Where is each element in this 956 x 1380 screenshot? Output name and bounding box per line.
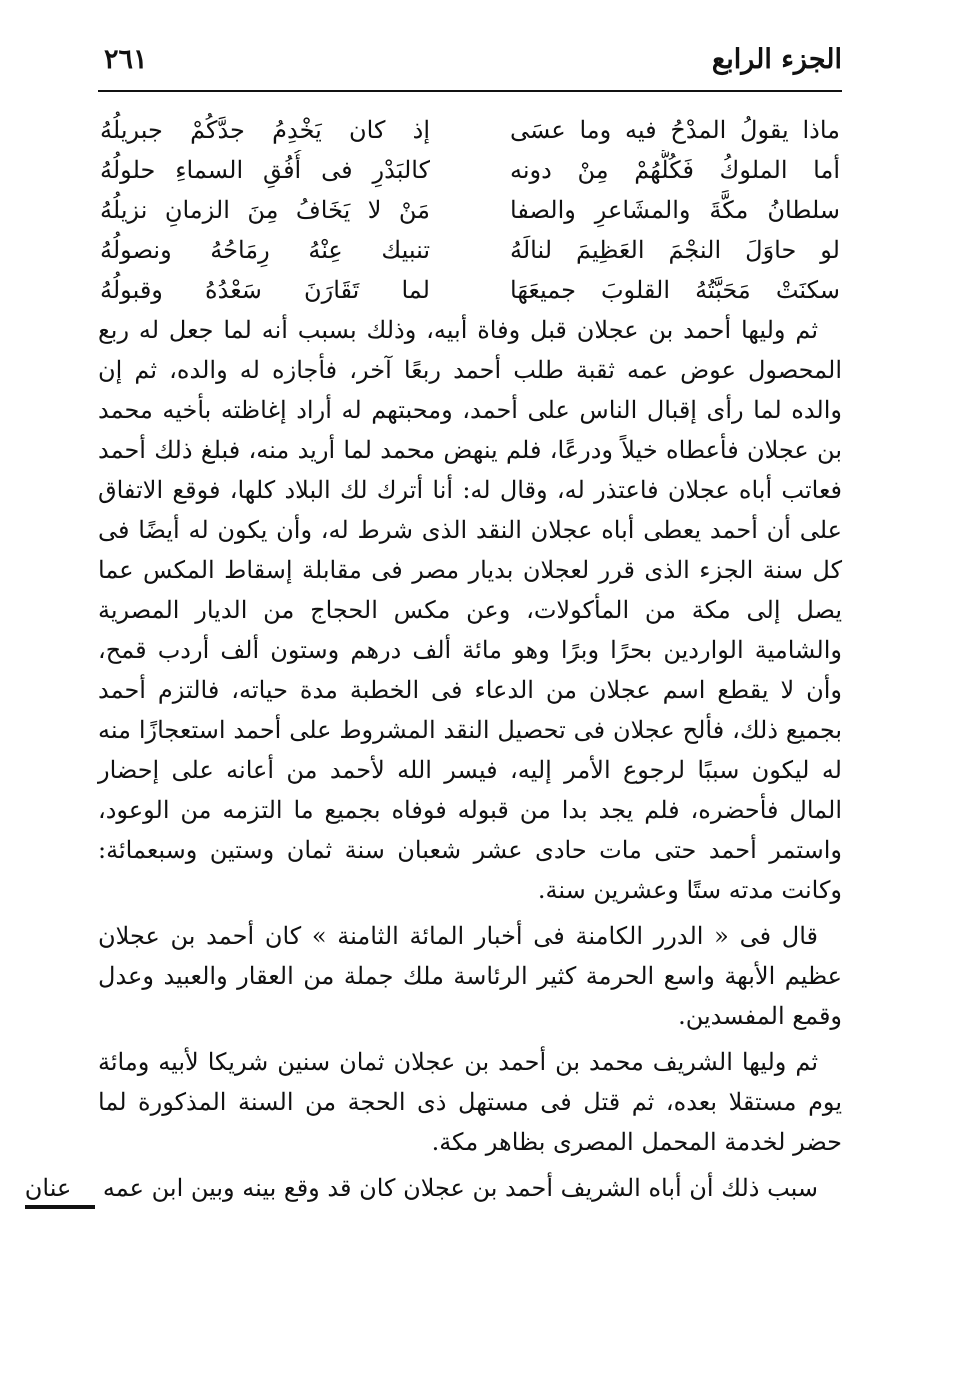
verse-second-hemistich: لما تَقَارَنَ سَعْدُهُ وقبولُهُ xyxy=(100,276,430,304)
verse-first-hemistich: سلطانُ مكَّةَ والمشَاعرِ والصفا xyxy=(510,196,840,224)
book-page xyxy=(24,40,842,1340)
body-paragraph: ثم وليها الشريف محمد بن أحمد بن عجلان ثمان سنين شريكا لأبيه ومائة يوم مستقلا بعده، ثم قتل فى مستهل ذى الحجة من السنة المذكورة لما حضر لخدمة المحمل المصرى بظاهر مكة. xyxy=(98,1048,842,1156)
poem-verse xyxy=(98,230,842,270)
verse-second-hemistich: كالبَدْرِ فى أُفُقِ السماءِ حلولُهُ xyxy=(100,156,430,184)
verse-first-hemistich: أما الملوكُ فَكُلُّهُمْ مِنْ دونه xyxy=(510,156,840,184)
page-number: ٢٦١ xyxy=(104,44,148,75)
poem-verse xyxy=(98,110,842,150)
body-paragraph: ثم وليها أحمد بن عجلان قبل وفاة أبيه، وذلك بسبب أنه لما جعل له ربع المحصول عوض عمه ثقبة طلب أحمد ربعًا آخر، فأجازه له والده، ثم إن والده لما رأى إقبال الناس على أحمد، ومحبتهم له أراد إغاظته بأخيه محمد بن عجلان فأعطاه خيلاً ودرعًا، فلم ينهض محمد لما أريد منه، فبلغ ذلك أحمد فعاتب أباه عجلان فاعتذر له، وقال له: أنا أترك لك البلاد كلها، فوقع الاتفاق على أن أحمد يعطى أباه عجلان النقد الذى شرط له، وأن يكون له أيضًا فى كل سنة الجزء الذى قرر لعجلان بديار مصر فى مقابلة إسقاط المكس عما يصل إلى مكة من المأكولات، وعن مكس الحجاج من الديار المصرية والشامية الواردين بحرًا وبرًا وهو مائة ألف درهم وستون ألف أردب قمح، وأن لا يقطع اسم عجلان من الدعاء فى الخطبة مدة حياته، فالتزم أحمد بجميع ذلك، فألح عجلان فى تحصيل النقد المشروط على أحمد استعجازًا منه له ليكون سببًا لرجوع الأمر إليه، فيسر الله لأحمد من أعانه على إحضار المال فأحضره، فلم يجد بدا من قبوله فوفاه بجميع ما التزمه من الوعود، واستمر أحمد حتى مات حادى عشر شعبان سنة ثمان وستين وسبعمائة: وكانت مدته ستًا وعشرين سنة. xyxy=(98,316,842,904)
verse-second-hemistich: مَنْ لا يَخَافُ مِنَ الزمانِ نزيلُهُ xyxy=(100,196,430,224)
poem-verse xyxy=(98,270,842,310)
running-head-title: الجزء الرابع xyxy=(711,44,842,75)
verse-first-hemistich: لو حاوَلَ النجْمَ العَظِيمَ لنالَهُ xyxy=(510,236,840,264)
body-paragraph: قال فى « الدرر الكامنة فى أخبار المائة الثامنة » كان أحمد بن عجلان عظيم الأبهة واسع الحرمة كثير الرئاسة ملك جملة من العقار والعبيد وعدل وقمع المفسدين. xyxy=(98,922,842,1030)
underlined-word: عنان xyxy=(25,1171,96,1209)
poem-verse xyxy=(98,190,842,230)
page-header xyxy=(98,40,842,90)
header-rule xyxy=(98,90,842,92)
closing-line xyxy=(24,1168,842,1209)
poem xyxy=(98,110,842,310)
verse-first-hemistich: سكنَتْ مَحَبَّتُهُ القلوبَ جميعَهَا xyxy=(510,276,840,304)
poem-verse xyxy=(98,150,842,190)
closing-line-text: سبب ذلك أن أباه الشريف أحمد بن عجلان كان قد وقع بينه وبين ابن عمه xyxy=(102,1174,818,1202)
verse-second-hemistich: إذ كان يَخْدِمُ جدَّكُمْ جبريلُهُ xyxy=(100,116,430,144)
verse-second-hemistich: تنبيك عِنْهُ رِمَاحُهُ ونصولُهُ xyxy=(100,236,430,264)
verse-first-hemistich: ماذا يقولُ المدْحُ فيه وما عسَى xyxy=(510,116,840,144)
